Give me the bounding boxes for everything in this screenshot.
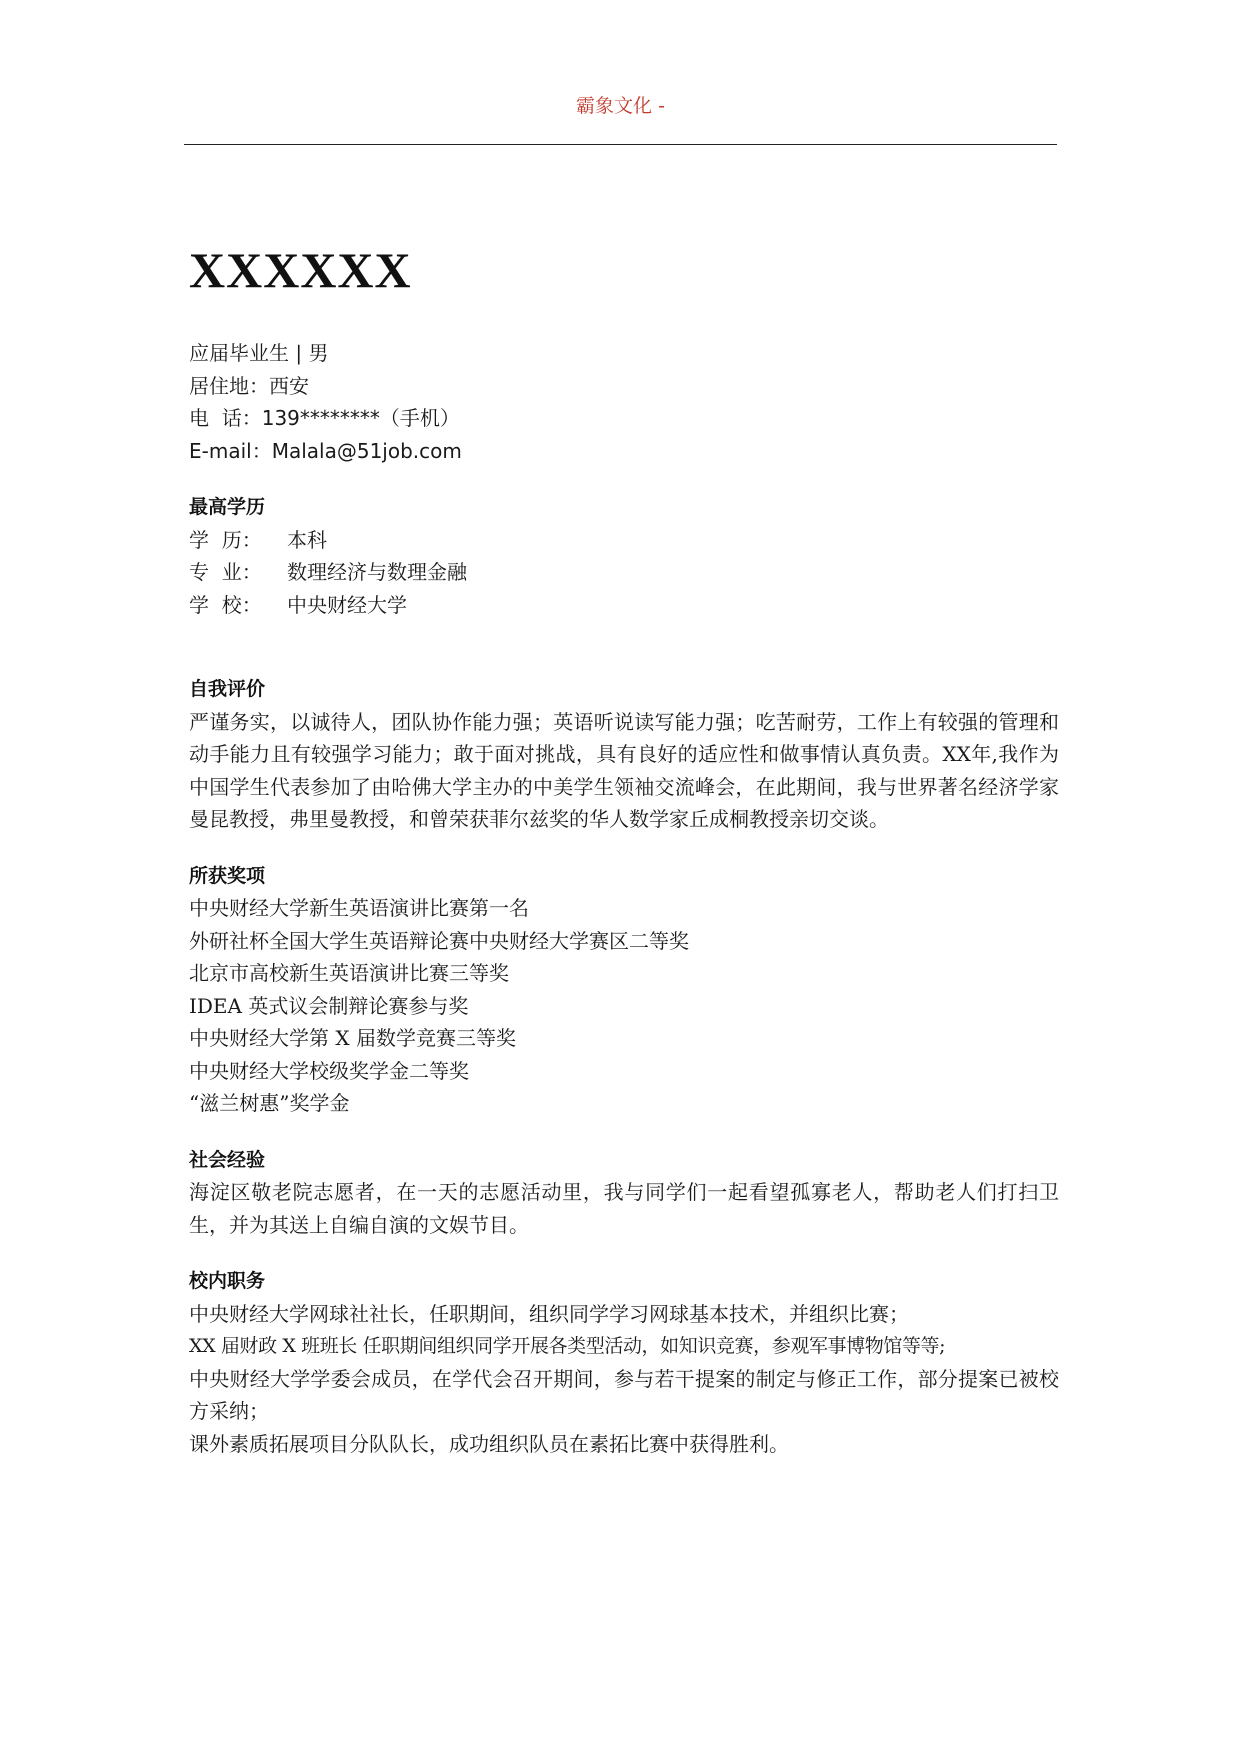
- email-label: E-mail：: [189, 438, 272, 463]
- list-item: 中央财经大学校级奖学金二等奖: [189, 1058, 469, 1083]
- phone-value: 139********（手机）: [261, 406, 460, 430]
- education-label: 专 业：: [189, 560, 262, 584]
- resume-body: [189, 240, 1059, 1460]
- list-item: 中央财经大学网球社社长，任职期间，组织同学学习网球基本技术，并组织比赛；: [189, 1301, 909, 1326]
- education-label: 学 校：: [189, 592, 262, 617]
- phone-label: 电 话：: [189, 406, 262, 430]
- self-evaluation-section: [189, 673, 1059, 836]
- awards-section: [189, 860, 1059, 1120]
- education-row-degree: [189, 524, 1059, 557]
- awards-title: 所获奖项: [189, 864, 266, 887]
- list-item: 北京市高校新生英语演讲比赛三等奖: [189, 961, 509, 985]
- header-divider: [184, 144, 1057, 145]
- list-item: 课外素质拓展项目分队队长，成功组织队员在素拓比赛中获得胜利。: [189, 1431, 789, 1456]
- social-experience-text: 海淀区敬老院志愿者，在一天的志愿活动里，我与同学们一起看望孤寡老人，帮助老人们打扫卫生，并为其送上自编自演的文娱节目。: [189, 1180, 1059, 1237]
- list-item: “滋兰树惠”奖学金: [189, 1091, 350, 1115]
- profile-block: [189, 337, 1059, 467]
- education-value: 数理经济与数理金融: [287, 560, 467, 584]
- list-item: XX 届财政 X 班班长 任职期间组织同学开展各类型活动，如知识竞赛，参观军事博物馆等等;: [189, 1335, 946, 1357]
- email-value: Malala@51job.com: [271, 438, 462, 463]
- phone-line: [189, 402, 1059, 435]
- campus-positions-section: [189, 1265, 1059, 1460]
- education-title: 最高学历: [189, 496, 266, 518]
- campus-positions-title: 校内职务: [189, 1270, 266, 1292]
- self-evaluation-title: 自我评价: [189, 678, 266, 700]
- education-section: [189, 491, 1059, 621]
- status-line: 应届毕业生 | 男: [189, 341, 329, 365]
- candidate-name: XXXXXX: [189, 242, 412, 298]
- residence-line: 居住地：西安: [189, 373, 309, 398]
- self-evaluation-text: 严谨务实，以诚待人，团队协作能力强；英语听说读写能力强；吃苦耐劳，工作上有较强的管理和动手能力且有较强学习能力；敢于面对挑战，具有良好的适应性和做事情认真负责。XX年,我作为中国学生代表参加了由哈佛大学主办的中美学生领袖交流峰会，在此期间，我与世界著名经济学家曼昆教授，弗里曼教授，和曾荣获菲尔兹奖的华人数学家丘成桐教授亲切交谈。: [189, 709, 1059, 831]
- education-value: 中央财经大学: [287, 592, 407, 617]
- list-item: IDEA 英式议会制辩论赛参与奖: [189, 993, 469, 1018]
- list-item: 中央财经大学新生英语演讲比赛第一名: [189, 896, 529, 920]
- social-experience-title: 社会经验: [189, 1148, 266, 1171]
- awards-list: [189, 892, 1059, 1120]
- header-brand-text: 霸象文化 -: [576, 95, 665, 117]
- list-item: 中央财经大学学委会成员，在学代会召开期间，参与若干提案的制定与修正工作，部分提案已被校方采纳；: [189, 1366, 1059, 1423]
- education-label: 学 历：: [189, 527, 262, 552]
- education-row-major: [189, 556, 1059, 589]
- list-item: 外研社杯全国大学生英语辩论赛中央财经大学赛区二等奖: [189, 928, 689, 953]
- list-item: 中央财经大学第 X 届数学竞赛三等奖: [189, 1026, 516, 1050]
- email-line: [189, 435, 1059, 468]
- education-value: 本科: [287, 527, 327, 552]
- education-row-school: [189, 589, 1059, 622]
- social-experience-section: [189, 1144, 1059, 1242]
